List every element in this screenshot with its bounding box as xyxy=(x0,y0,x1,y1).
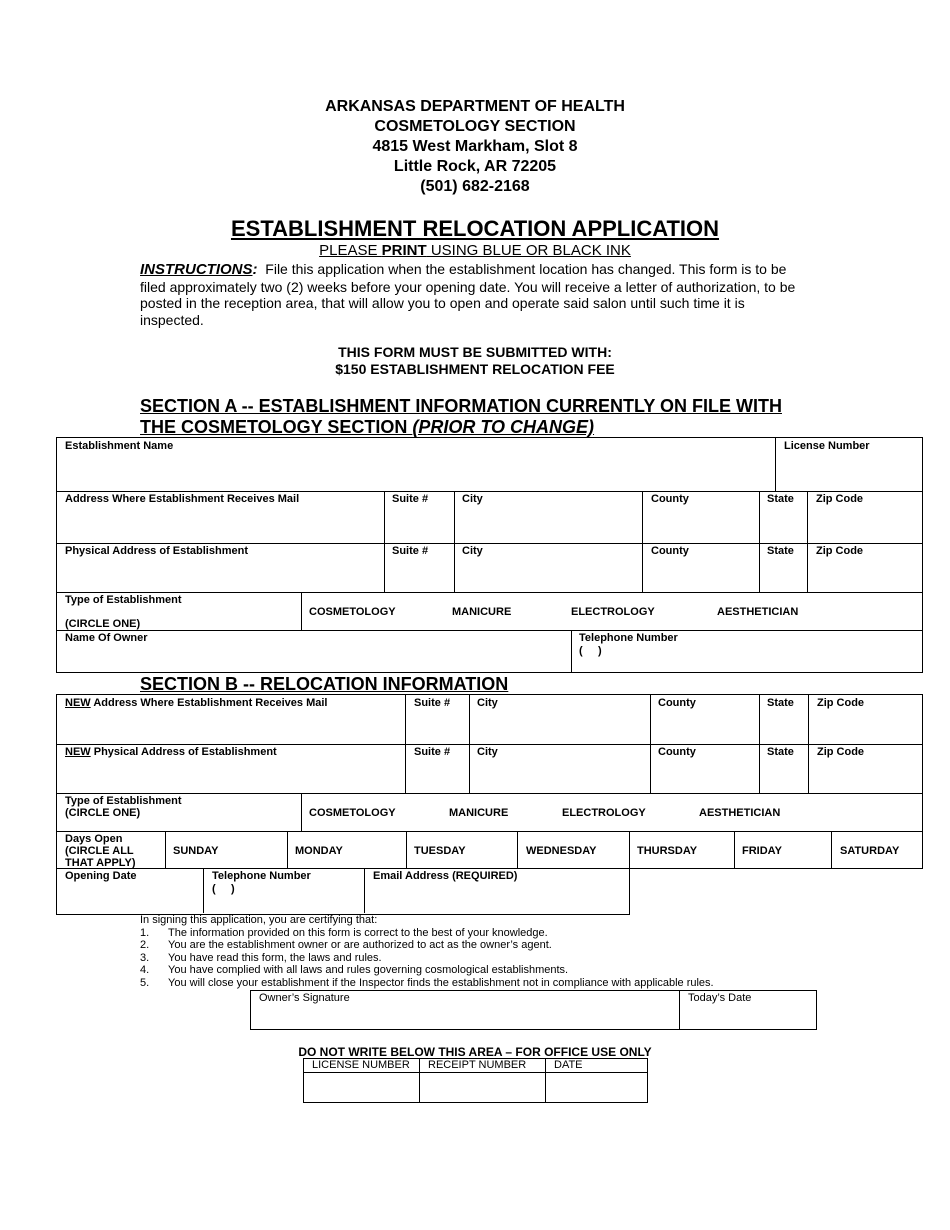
new-physical-county-field[interactable]: County xyxy=(658,746,696,758)
mail-state-field[interactable]: State xyxy=(767,493,794,505)
opening-date-field[interactable]: Opening Date xyxy=(65,870,137,882)
type-option-cosmetology[interactable]: COSMETOLOGY xyxy=(309,606,396,618)
mail-county-field[interactable]: County xyxy=(651,493,689,505)
opening-date-row xyxy=(56,868,630,915)
license-number-field[interactable]: License Number xyxy=(784,440,870,452)
physical-city-field[interactable]: City xyxy=(462,545,483,557)
day-sunday[interactable]: SUNDAY xyxy=(173,845,219,857)
section-name: COSMETOLOGY SECTION xyxy=(374,118,576,135)
relocation-fee: $150 ESTABLISHMENT RELOCATION FEE xyxy=(335,361,615,377)
office-receipt-number: RECEIPT NUMBER xyxy=(428,1059,527,1071)
day-tuesday[interactable]: TUESDAY xyxy=(414,845,466,857)
physical-county-field[interactable]: County xyxy=(651,545,689,557)
type-option-manicure[interactable]: MANICURE xyxy=(452,606,512,618)
print-instruction: PLEASE PRINT USING BLUE OR BLACK INK xyxy=(319,242,631,259)
certification-item: 5. You will close your establishment if the Inspector finds the establishment not in compliance with applicable rules. xyxy=(140,977,714,989)
new-circle-one-label: (CIRCLE ONE) xyxy=(65,807,141,819)
owner-name-field[interactable]: Name Of Owner xyxy=(65,632,148,644)
section-b-table xyxy=(56,694,923,869)
new-physical-suite-field[interactable]: Suite # xyxy=(414,746,451,758)
new-mail-address-field[interactable]: NEW Address Where Establishment Receives Mail xyxy=(65,697,328,709)
type-option-aesthetician[interactable]: AESTHETICIAN xyxy=(717,606,799,618)
new-physical-zip-field[interactable]: Zip Code xyxy=(817,746,865,758)
day-wednesday[interactable]: WEDNESDAY xyxy=(526,845,597,857)
office-date: DATE xyxy=(554,1059,583,1071)
certification-item: 1. The information provided on this form is correct to the best of your knowledge. xyxy=(140,927,548,939)
establishment-name-field[interactable]: Establishment Name xyxy=(65,440,174,452)
mail-address-field[interactable]: Address Where Establishment Receives Mail xyxy=(65,493,300,505)
agency-name: ARKANSAS DEPARTMENT OF HEALTH xyxy=(325,98,625,115)
city-state-zip: Little Rock, AR 72205 xyxy=(393,158,557,175)
physical-zip-field[interactable]: Zip Code xyxy=(816,545,864,557)
email-field[interactable]: Email Address (REQUIRED) xyxy=(373,870,518,882)
new-phone-parens: ( ) xyxy=(212,883,235,895)
office-license-number: LICENSE NUMBER xyxy=(312,1059,410,1071)
section-a-heading-2: THE COSMETOLOGY SECTION (PRIOR TO CHANGE) xyxy=(140,417,595,437)
new-physical-address-field[interactable]: NEW Physical Address of Establishment xyxy=(65,746,277,758)
new-type-label: Type of Establishment xyxy=(65,795,182,807)
day-saturday[interactable]: SATURDAY xyxy=(840,845,900,857)
certification-item: 2. You are the establishment owner or are authorized to act as the owner’s agent. xyxy=(140,939,552,951)
new-phone-field[interactable]: Telephone Number xyxy=(212,870,311,882)
new-mail-county-field[interactable]: County xyxy=(658,697,696,709)
days-open-label-2: (CIRCLE ALL xyxy=(65,845,134,857)
signature-box xyxy=(250,990,817,1030)
type-label: Type of Establishment xyxy=(65,594,182,606)
new-type-option-electrology[interactable]: ELECTROLOGY xyxy=(562,807,646,819)
day-monday[interactable]: MONDAY xyxy=(295,845,343,857)
submit-requirement: THIS FORM MUST BE SUBMITTED WITH: xyxy=(338,344,612,360)
physical-state-field[interactable]: State xyxy=(767,545,794,557)
certification-intro: In signing this application, you are certifying that: xyxy=(140,914,378,926)
form-title: ESTABLISHMENT RELOCATION APPLICATION xyxy=(230,216,720,241)
type-option-electrology[interactable]: ELECTROLOGY xyxy=(571,606,655,618)
circle-one-label: (CIRCLE ONE) xyxy=(65,618,141,630)
new-physical-state-field[interactable]: State xyxy=(767,746,794,758)
office-use-table xyxy=(303,1058,648,1103)
section-a-heading: SECTION A -- ESTABLISHMENT INFORMATION CURRENTLY ON FILE WITH xyxy=(140,396,782,416)
new-mail-suite-field[interactable]: Suite # xyxy=(414,697,451,709)
mail-city-field[interactable]: City xyxy=(462,493,483,505)
new-mail-state-field[interactable]: State xyxy=(767,697,794,709)
new-mail-zip-field[interactable]: Zip Code xyxy=(817,697,865,709)
physical-address-field[interactable]: Physical Address of Establishment xyxy=(65,545,248,557)
mail-zip-field[interactable]: Zip Code xyxy=(816,493,864,505)
section-a-table xyxy=(56,437,923,673)
section-b-heading: SECTION B -- RELOCATION INFORMATION xyxy=(140,674,509,694)
certification-item: 4. You have complied with all laws and rules governing cosmological establishments. xyxy=(140,964,569,976)
owner-signature-field[interactable]: Owner’s Signature xyxy=(259,992,350,1004)
instructions: INSTRUCTIONS: File this application when the establishment location has changed. This form is to be filed approximately two (2) weeks before your opening date. You will receive a letter of authorization, to be posted in the reception area, that will allow you to open and operate said salon until such time it is inspected. xyxy=(140,261,796,328)
new-physical-city-field[interactable]: City xyxy=(477,746,498,758)
street-address: 4815 West Markham, Slot 8 xyxy=(372,138,578,155)
owner-phone-parens: ( ) xyxy=(579,645,602,657)
new-type-option-aesthetician[interactable]: AESTHETICIAN xyxy=(699,807,781,819)
new-type-option-cosmetology[interactable]: COSMETOLOGY xyxy=(309,807,396,819)
days-open-label: Days Open xyxy=(65,833,123,845)
day-friday[interactable]: FRIDAY xyxy=(742,845,782,857)
new-mail-city-field[interactable]: City xyxy=(477,697,498,709)
office-use-heading: DO NOT WRITE BELOW THIS AREA – FOR OFFICE USE ONLY xyxy=(298,1045,652,1059)
todays-date-field[interactable]: Today’s Date xyxy=(688,992,752,1004)
days-open-label-3: THAT APPLY) xyxy=(65,857,136,869)
new-type-option-manicure[interactable]: MANICURE xyxy=(449,807,509,819)
physical-suite-field[interactable]: Suite # xyxy=(392,545,429,557)
owner-phone-field[interactable]: Telephone Number xyxy=(579,632,678,644)
agency-phone: (501) 682-2168 xyxy=(420,178,530,195)
mail-suite-field[interactable]: Suite # xyxy=(392,493,429,505)
certification-item: 3. You have read this form, the laws and rules. xyxy=(140,952,382,964)
day-thursday[interactable]: THURSDAY xyxy=(637,845,698,857)
